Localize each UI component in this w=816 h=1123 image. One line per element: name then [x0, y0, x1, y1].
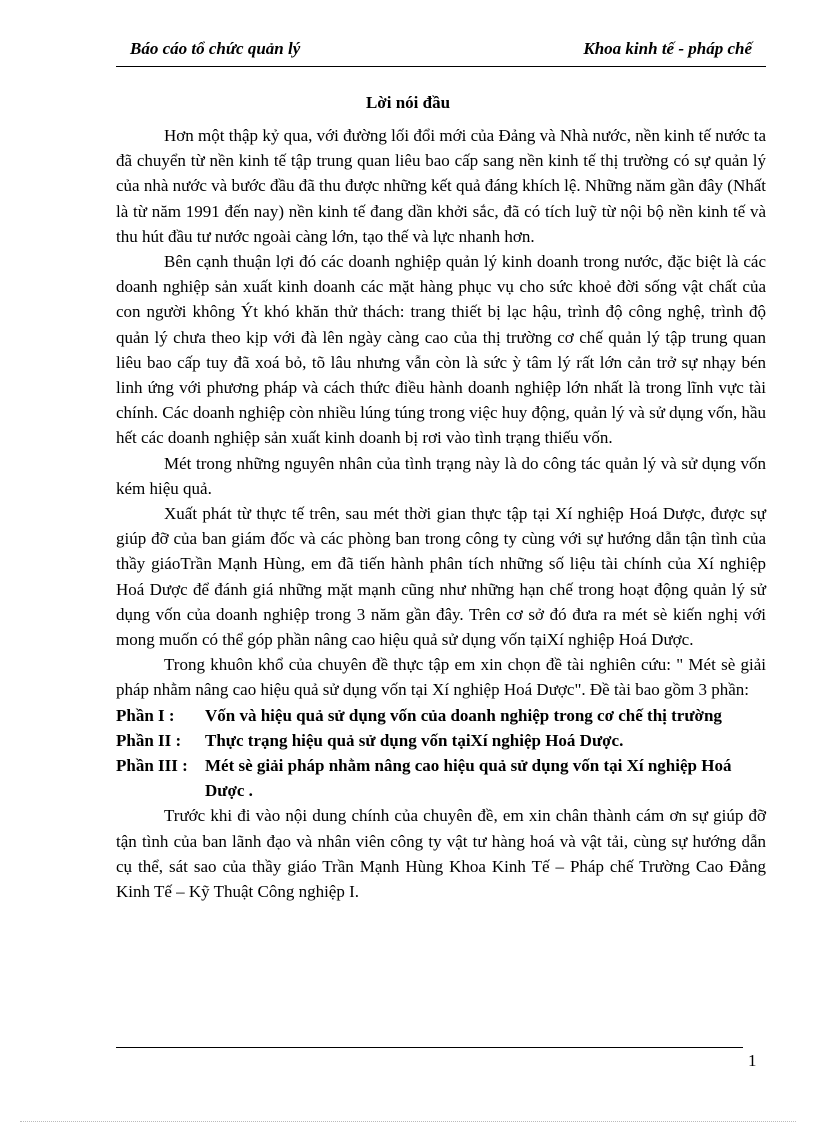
footer-divider — [116, 1047, 743, 1048]
part-text: Mét sè giải pháp nhằm nâng cao hiệu quả sử dụng vốn tại Xí nghiệp Hoá Dược . — [205, 756, 732, 801]
page-number: 1 — [748, 1051, 757, 1070]
paragraph: Trong khuôn khổ của chuyên đề thực tập em xin chọn đề tài nghiên cứu: " Mét sè giải pháp nhằm nâng cao hiệu quả sử dụng vốn tại Xí nghiệp Hoá Dược". Đề tài bao gồm 3 phần: — [116, 655, 766, 700]
paragraph: Xuất phát từ thực tế trên, sau mét thời gian thực tập tại Xí nghiệp Hoá Dược, được sự giúp đỡ của ban giám đốc và các phòng ban trong công ty cùng với sự hướng dẫn tận tình của thầy giáoTrần Mạnh Hùng, em đã tiến hành phân tích những số liệu tài chính của Xí nghiệp Hoá Dược để đánh giá những mặt mạnh cũng như những hạn chế trong hoạt động quản lý sử dụng vốn của doanh nghiệp trong 3 năm gần đây. Trên cơ sở đó đưa ra mét sè kiến nghị với mong muốn có thể góp phần nâng cao hiệu quả sử dụng vốn tạiXí nghiệp Hoá Dược. — [116, 504, 766, 650]
document-body — [116, 123, 766, 904]
part-label: Phần III : — [116, 756, 188, 776]
part-item-2 — [116, 728, 766, 753]
paragraph: Hơn một thập kỷ qua, với đường lối đổi mới của Đảng và Nhà nước, nền kinh tế nước ta đã chuyển từ nền kinh tế tập trung quan liêu bao cấp sang nền kinh tế thị trường có sự quản lý của nhà nước và bước đầu đã thu được những kết quả đáng khích lệ. Những năm gần đây (Nhất là từ năm 1991 đến nay) nền kinh tế đang dần khởi sắc, đã có tích luỹ từ nội bộ nền kinh tế và thu hút đầu tư nước ngoài càng lớn, tạo thế và lực nhanh hơn. — [116, 126, 766, 246]
part-label: Phần II : — [116, 730, 182, 750]
part-text: Thực trạng hiệu quả sử dụng vốn tạiXí nghiệp Hoá Dược. — [205, 730, 624, 750]
document-title: Lời nói đầu — [365, 93, 451, 112]
closing-paragraph: Trước khi đi vào nội dung chính của chuyên đề, em xin chân thành cám ơn sự giúp đỡ tận tình của ban lãnh đạo và nhân viên công ty vật tư hàng hoá và vật tải, cùng sự hướng dẫn cụ thể, sát sao của thầy giáo Trần Mạnh Hùng Khoa Kinh Tế – Pháp chế Trường Cao Đẳng Kinh Tế – Kỹ Thuật Công nghiệp I. — [116, 806, 766, 902]
page-header — [116, 38, 766, 67]
paragraph: Bên cạnh thuận lợi đó các doanh nghiệp quản lý kinh doanh trong nước, đặc biệt là các doanh nghiệp sản xuất kinh doanh các mặt hàng phục vụ cho sức khoẻ đời sống vật chất của con người không Ýt khó khăn thử thách: trang thiết bị lạc hậu, trình độ công nghệ, trình độ quản lý chưa theo kịp với đà lên ngày càng cao của thị trường cơ chế quản lý tập trung quan liêu bao cấp tuy đã xoá bỏ, tõ lâu nhưng vẫn còn là sức ỳ tâm lý rất lớn cản trở sự nhạy bén linh ứng với phương pháp và cách thức điều hành doanh nghiệp lớn nhất là trong lĩnh vực tài chính. Các doanh nghiệp còn nhiều lúng túng trong việc huy động, quản lý và sử dụng vốn, hầu hết các doanh nghiệp sản xuất kinh doanh bị rơi vào tình trạng thiếu vốn. — [116, 252, 766, 448]
part-text: Vốn và hiệu quả sử dụng vốn của doanh nghiệp trong cơ chế thị trường — [205, 705, 722, 725]
paragraph: Mét trong những nguyên nhân của tình trạng này là do công tác quản lý và sử dụng vốn kém hiệu quả. — [116, 453, 766, 498]
part-item-3 — [116, 753, 766, 803]
header-right-title: Khoa kinh tế - pháp chế — [583, 39, 752, 58]
header-left-title: Báo cáo tổ chức quản lý — [130, 39, 301, 58]
page-bottom-edge — [20, 1121, 796, 1122]
part-label: Phần I : — [116, 705, 175, 725]
part-item-1 — [116, 703, 766, 728]
